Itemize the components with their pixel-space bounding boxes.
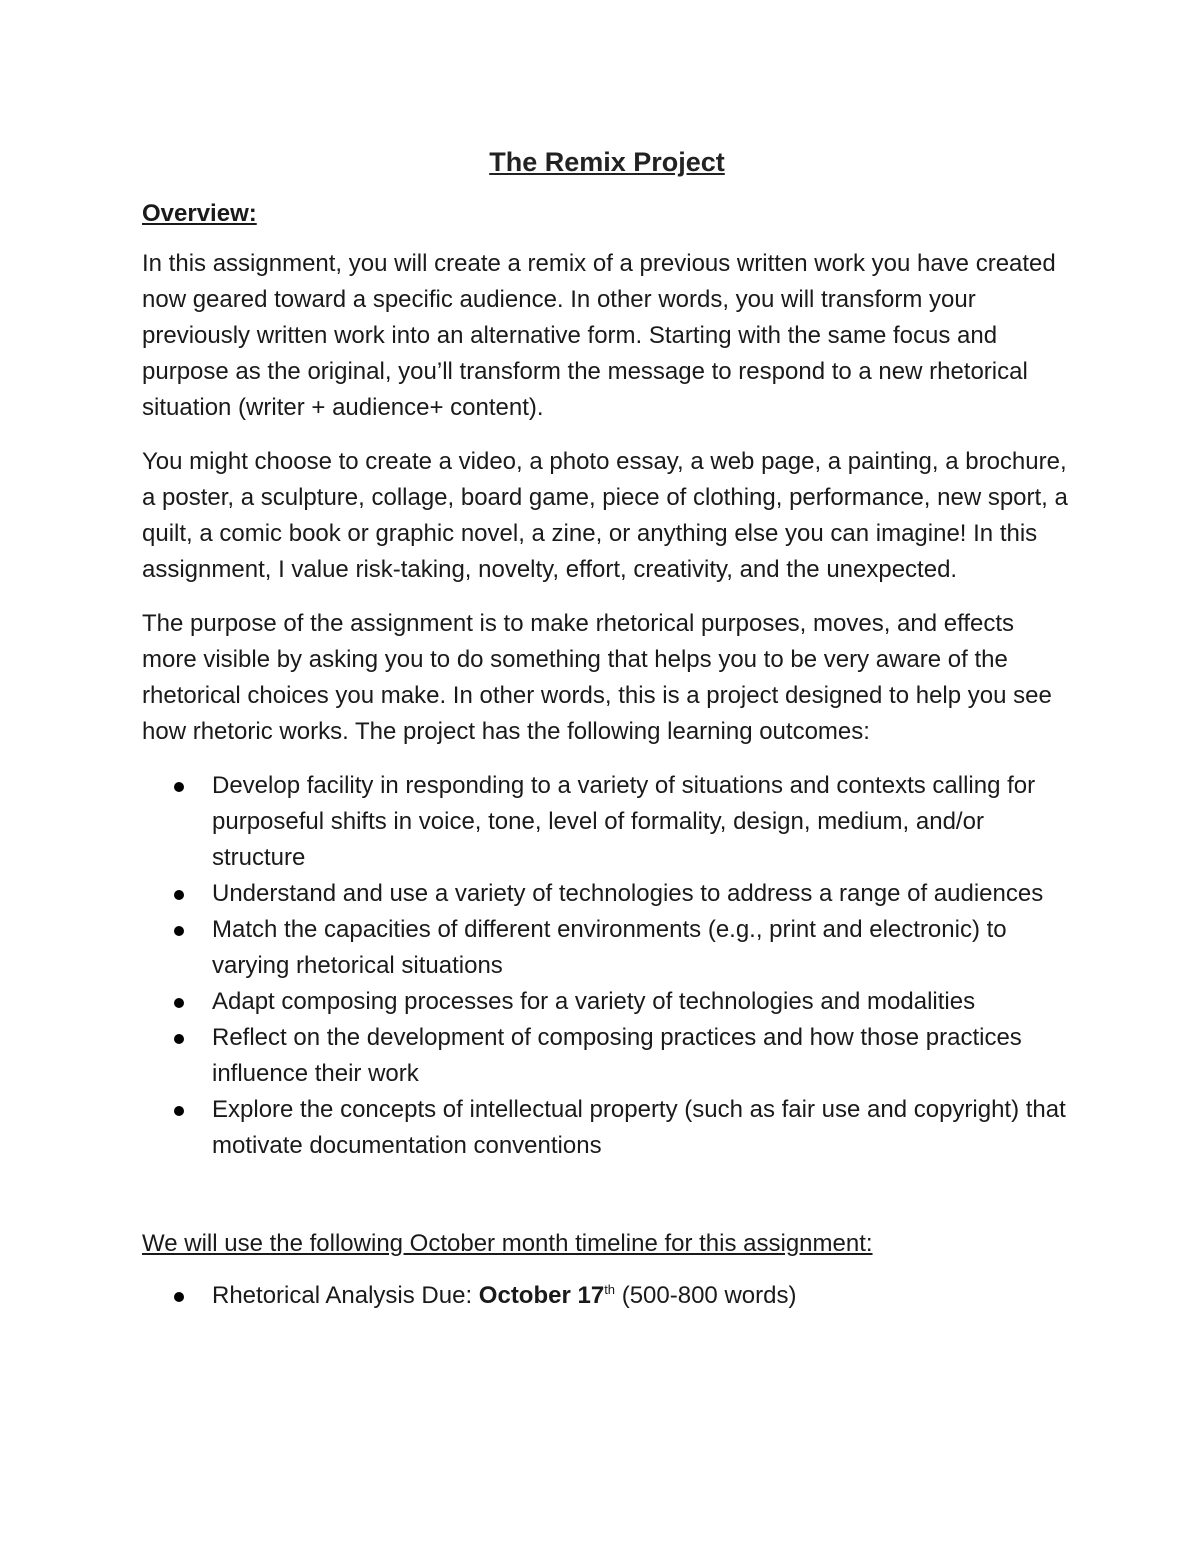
bullet-icon xyxy=(174,1106,184,1116)
bullet-icon xyxy=(174,926,184,936)
bullet-icon xyxy=(174,890,184,900)
list-item-text: Match the capacities of different environments (e.g., print and electronic) to varying rhetorical situations xyxy=(212,916,1007,979)
overview-heading: Overview: xyxy=(142,200,257,227)
list-item xyxy=(142,1020,1072,1092)
bullet-icon xyxy=(174,782,184,792)
bullet-icon xyxy=(174,1292,184,1302)
paragraph-choices: You might choose to create a video, a photo essay, a web page, a painting, a brochure, a poster, a sculpture, collage, board game, piece of clothing, performance, new sport, a quilt, a comic book or graphic novel, a zine, or anything else you can imagine! In this assignment, I value risk-taking, novelty, effort, creativity, and the unexpected. xyxy=(142,448,1068,583)
timeline-date: October 17 xyxy=(478,1282,605,1309)
list-item xyxy=(142,984,1072,1020)
learning-outcomes-list xyxy=(142,768,1072,1164)
list-item-text: Adapt composing processes for a variety of technologies and modalities xyxy=(212,988,976,1015)
list-item-text: Explore the concepts of intellectual property (such as fair use and copyright) that motivate documentation conventions xyxy=(212,1096,1066,1159)
timeline-heading: We will use the following October month timeline for this assignment: xyxy=(142,1230,873,1257)
list-item xyxy=(142,768,1072,876)
document-body xyxy=(142,140,1072,1314)
timeline-list xyxy=(142,1278,1072,1314)
document-title: The Remix Project xyxy=(489,147,725,177)
list-item xyxy=(142,876,1072,912)
timeline-note: (500-800 words) xyxy=(615,1282,797,1309)
bullet-icon xyxy=(174,1034,184,1044)
list-item xyxy=(142,912,1072,984)
list-item-text: Reflect on the development of composing practices and how those practices influence their work xyxy=(212,1024,1022,1087)
timeline-date-suffix: th xyxy=(604,1282,616,1297)
list-item-text: Understand and use a variety of technologies to address a range of audiences xyxy=(212,880,1044,907)
list-item xyxy=(142,1278,1072,1314)
paragraph-purpose: The purpose of the assignment is to make rhetorical purposes, moves, and effects more visible by asking you to do something that helps you to be very aware of the rhetorical choices you make. In other words, this is a project designed to help you see how rhetoric works. The project has the following learning outcomes: xyxy=(142,610,1052,745)
list-item xyxy=(142,1092,1072,1164)
timeline-label: Rhetorical Analysis Due: xyxy=(212,1282,479,1309)
paragraph-intro: In this assignment, you will create a remix of a previous written work you have created now geared toward a specific audience. In other words, you will transform your previously written work into an alternative form. Starting with the same focus and purpose as the original, you’ll transform the message to respond to a new rhetorical situation (writer + audience+ content). xyxy=(142,250,1056,421)
list-item-text: Develop facility in responding to a variety of situations and contexts calling for purposeful shifts in voice, tone, level of formality, design, medium, and/or structure xyxy=(212,772,1036,871)
bullet-icon xyxy=(174,998,184,1008)
